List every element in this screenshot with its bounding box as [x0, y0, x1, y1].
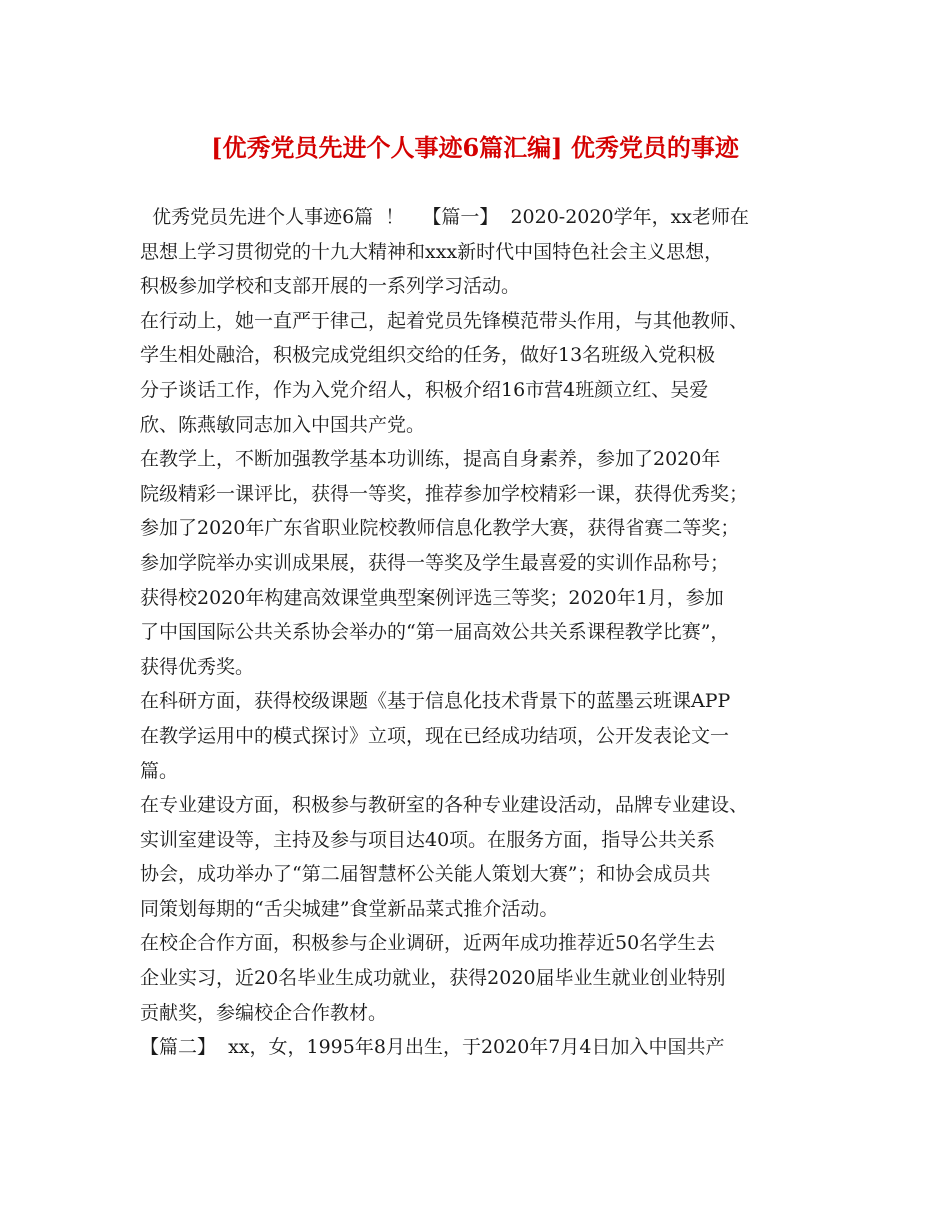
body-line: 参加学院举办实训成果展，获得一等奖及学生最喜爱的实训作品称号； [140, 551, 730, 574]
body-line: 优秀党员先进个人事迹6篇 ！ 【篇一】 2020-2020学年，xx老师在 [140, 206, 750, 228]
body-line: 在行动上，她一直严于律己，起着党员先锋模范带头作用，与其他教师、 [140, 309, 749, 332]
body-line: 【篇二】 xx，女，1995年8月出生，于2020年7月4日加入中国共产 [140, 1036, 725, 1059]
body-line: 在教学上，不断加强教学基本功训练，提高自身素养，参加了2020年 [140, 448, 721, 471]
body-line: 了中国国际公共关系协会举办的“第一届高效公共关系课程教学比赛”， [140, 621, 730, 644]
body-line: 协会，成功举办了“第二届智慧杯公关能人策划大赛”；和协会成员共 [140, 863, 711, 886]
body-line: 企业实习，近20名毕业生成功就业，获得2020届毕业生就业创业特别 [140, 967, 726, 990]
body-line: 同策划每期的“舌尖城建”食堂新品菜式推介活动。 [140, 897, 559, 920]
document-body [140, 200, 830, 1065]
body-line: 篇。 [140, 759, 179, 782]
body-line: 院级精彩一课评比，获得一等奖，推荐参加学校精彩一课，获得优秀奖； [140, 482, 749, 505]
body-line: 获得优秀奖。 [140, 655, 255, 678]
body-line: 获得校2020年构建高效课堂典型案例评选三等奖；2020年1月，参加 [140, 586, 724, 609]
body-line: 积极参加学校和支部开展的一系列学习活动。 [140, 275, 521, 298]
body-line: 实训室建设等，主持及参与项目达40项。在服务方面，指导公共关系 [140, 828, 716, 851]
document-title: [优秀党员先进个人事迹6篇汇编] 优秀党员的事迹 [211, 133, 739, 162]
body-line: 在校企合作方面，积极参与企业调研，近两年成功推荐近50名学生去 [140, 932, 716, 955]
body-line: 欣、陈燕敏同志加入中国共产党。 [140, 413, 426, 436]
body-line: 参加了2020年广东省职业院校教师信息化教学大赛，获得省赛二等奖； [140, 517, 740, 540]
body-line: 贡献奖，参编校企合作教材。 [140, 1001, 388, 1024]
body-line: 在教学运用中的模式探讨》立项，现在已经成功结项，公开发表论文一 [140, 724, 730, 747]
body-line: 思想上学习贯彻党的十九大精神和xxx新时代中国特色社会主义思想， [140, 240, 724, 263]
body-line: 在专业建设方面，积极参与教研室的各种专业建设活动，品牌专业建设、 [140, 794, 749, 817]
body-line: 分子谈话工作，作为入党介绍人，积极介绍16市营4班颜立红、吴爱 [140, 378, 709, 401]
body-line: 在科研方面，获得校级课题《基于信息化技术背景下的蓝墨云班课APP [140, 690, 731, 713]
body-line: 学生相处融洽，积极完成党组织交给的任务，做好13名班级入党积极 [140, 344, 716, 367]
